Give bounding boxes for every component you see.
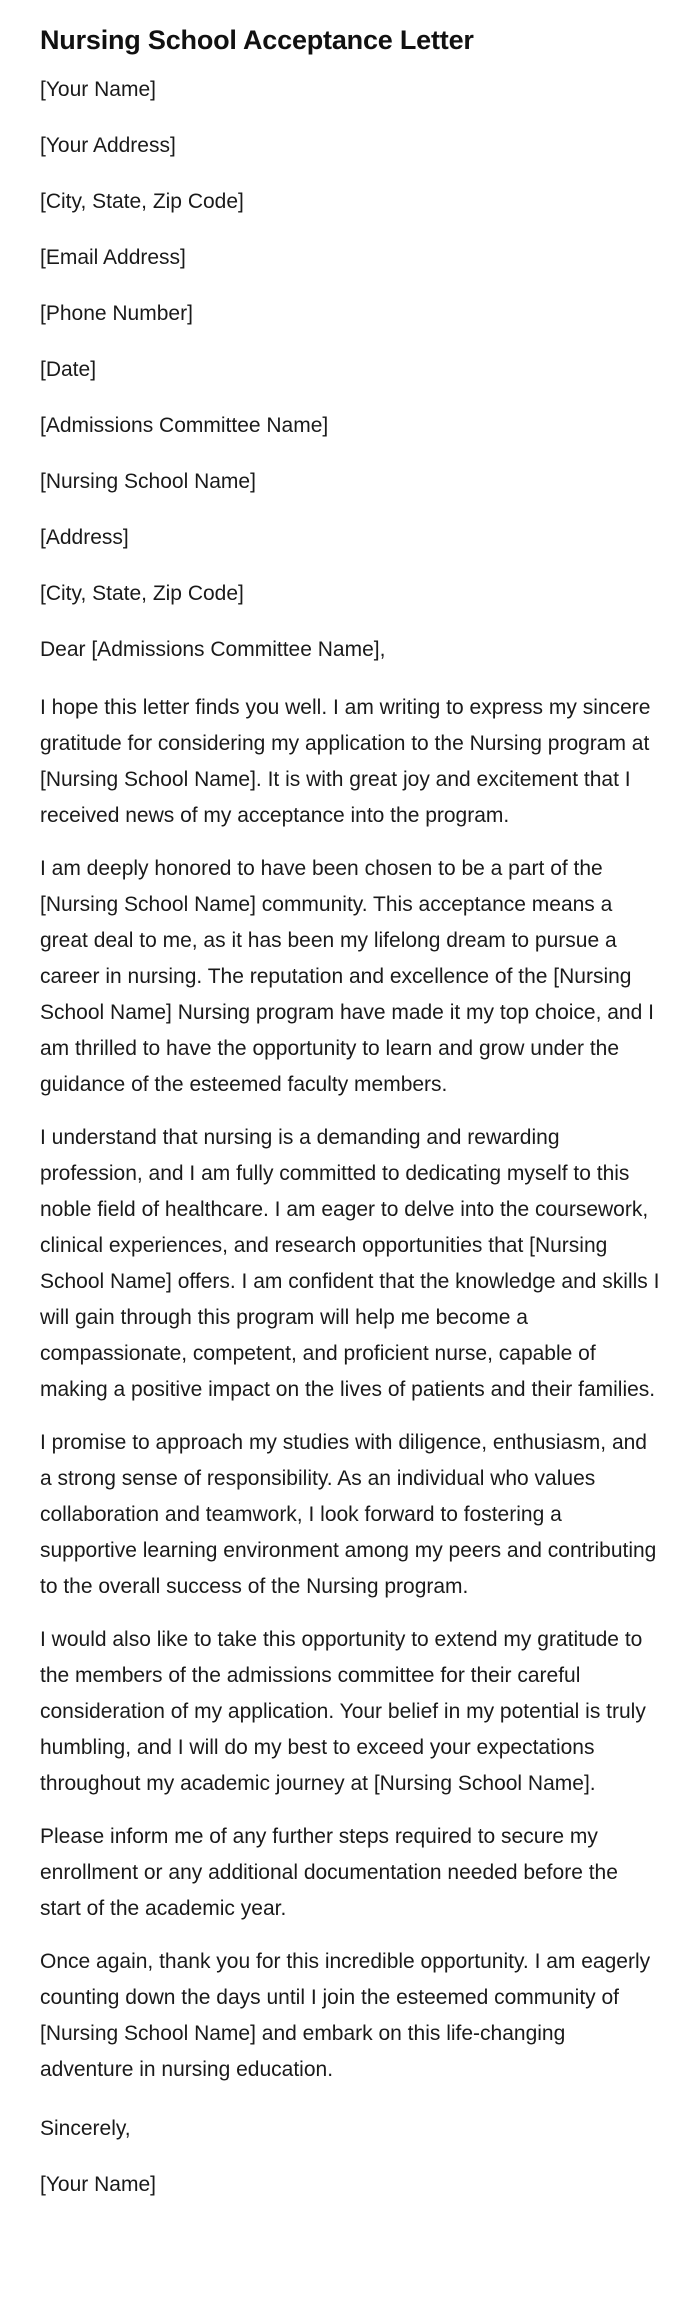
body-paragraph: Please inform me of any further steps required to secure my enrollment or any additional documentation needed before the start of the academic year. [40, 1825, 618, 1920]
recipient-city-state-zip: [City, State, Zip Code] [40, 582, 244, 605]
body-paragraph: I hope this letter finds you well. I am writing to express my sincere gratitude for considering my application to the Nursing program at [Nursing School Name]. It is with great joy and excitement that I received news of my acceptance into the program. [40, 696, 651, 827]
recipient-school: [Nursing School Name] [40, 470, 256, 493]
signature-name: [Your Name] [40, 2173, 156, 2196]
sender-name: [Your Name] [40, 78, 156, 101]
page-title: Nursing School Acceptance Letter [40, 25, 474, 55]
body-paragraph: Once again, thank you for this incredible opportunity. I am eagerly counting down the days until I join the esteemed community of [Nursing School Name] and embark on this life-changing adventure in nursing education. [40, 1950, 651, 2081]
recipient-committee: [Admissions Committee Name] [40, 414, 329, 437]
body-paragraph: I would also like to take this opportunity to extend my gratitude to the members of the admissions committee for their careful consideration of my application. Your belief in my potential is truly humbling, and I will do my best to exceed your expectations throughout my academic journey at [Nursing School Name]. [40, 1628, 646, 1795]
sender-city-state-zip: [City, State, Zip Code] [40, 190, 244, 213]
body-paragraph: I promise to approach my studies with diligence, enthusiasm, and a strong sense of responsibility. As an individual who values collaboration and teamwork, I look forward to fostering a supportive learning environment among my peers and contributing to the overall success of the Nursing program. [40, 1431, 657, 1598]
letter-body [40, 690, 660, 2088]
body-paragraph: I understand that nursing is a demanding and rewarding profession, and I am fully committed to dedicating myself to this noble field of healthcare. I am eager to delve into the coursework, clinical experiences, and research opportunities that [Nursing School Name] offers. I am confident that the knowledge and skills I will gain through this program will help me become a compassionate, competent, and proficient nurse, capable of making a positive impact on the lives of patients and their families. [40, 1126, 660, 1401]
sender-email: [Email Address] [40, 246, 186, 269]
recipient-block [40, 410, 660, 609]
recipient-address: [Address] [40, 526, 129, 549]
salutation: Dear [Admissions Committee Name], [40, 638, 386, 661]
closing: Sincerely, [40, 2117, 131, 2140]
body-paragraph: I am deeply honored to have been chosen to be a part of the [Nursing School Name] community. This acceptance means a great deal to me, as it has been my lifelong dream to pursue a career in nursing. The reputation and excellence of the [Nursing School Name] Nursing program have made it my top choice, and I am thrilled to have the opportunity to learn and grow under the guidance of the esteemed faculty members. [40, 857, 654, 1096]
sender-phone: [Phone Number] [40, 302, 193, 325]
letter-date: [Date] [40, 358, 97, 381]
sender-address: [Your Address] [40, 134, 176, 157]
sender-block [40, 74, 660, 385]
